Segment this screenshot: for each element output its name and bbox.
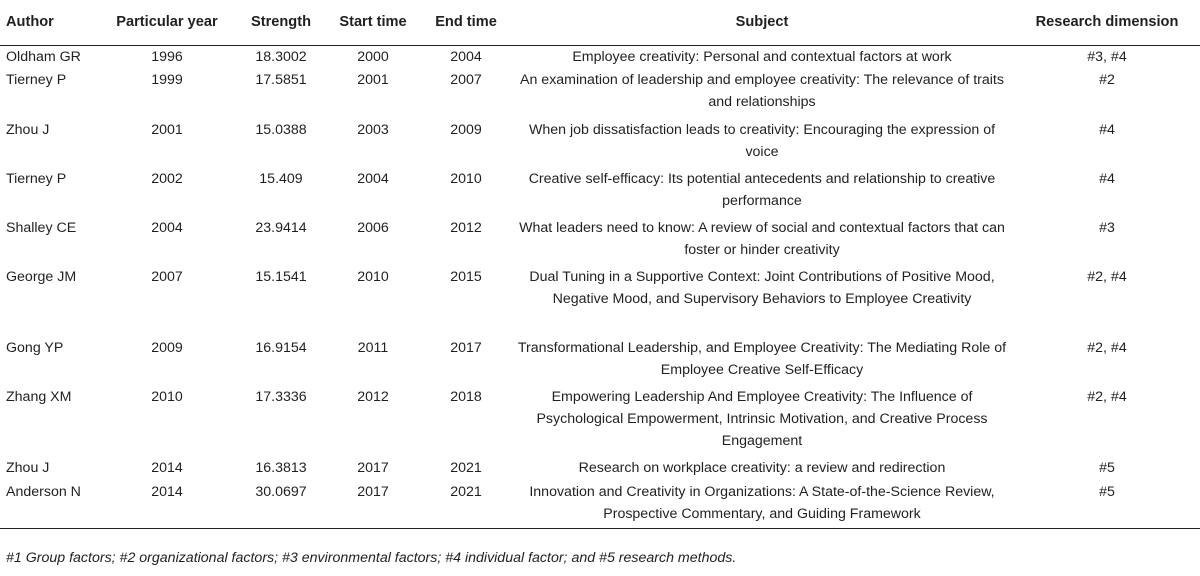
cell-end: 2021: [422, 481, 510, 528]
cell-start: 2017: [324, 481, 422, 528]
cell-year: 2009: [151, 340, 183, 356]
cell-author: Gong YP: [6, 340, 64, 356]
cell-strength: 15.409: [259, 171, 303, 187]
table-row: [0, 45, 1200, 69]
cell-year: 2014: [96, 481, 238, 528]
cell-end: 2010: [450, 171, 482, 187]
header-year: Particular year: [96, 0, 238, 45]
header-author: Author: [0, 0, 96, 45]
cell-year: 1999: [151, 72, 183, 88]
cell-end: 2004: [450, 48, 482, 65]
cell-dimension: #3, #4: [1087, 48, 1127, 65]
cell-dimension: #3: [1099, 220, 1115, 236]
cell-dimension: #5: [1099, 460, 1115, 476]
cell-subject: An examination of leadership and employee creativity: The relevance of traits and relationships: [520, 72, 1004, 110]
cell-author: Zhou J: [6, 460, 50, 476]
cell-end: 2017: [450, 340, 482, 356]
cell-strength: 17.5851: [255, 72, 307, 88]
cell-dimension: #4: [1099, 122, 1115, 138]
cell-dimension: #2, #4: [1087, 269, 1127, 285]
cell-strength: 15.0388: [255, 122, 307, 138]
table-row: [0, 457, 1200, 481]
header-strength: Strength: [238, 0, 324, 45]
cell-year: 2014: [151, 460, 183, 476]
header-start-time: Start time: [324, 0, 422, 45]
table-footnote: #1 Group factors; #2 organizational factors; #3 environmental factors; #4 individual factor; and #5 research methods.: [6, 550, 737, 566]
cell-subject: Dual Tuning in a Supportive Context: Joint Contributions of Positive Mood, Negative Mood, and Supervisory Behaviors to Employee Creativity: [529, 269, 995, 307]
table-row: [0, 386, 1200, 457]
cell-year: 2004: [151, 220, 183, 236]
cell-start: 2012: [357, 389, 389, 405]
header-row: [0, 0, 1200, 45]
cell-author: Tierney P: [6, 72, 67, 88]
cell-subject: Research on workplace creativity: a review and redirection: [578, 460, 946, 476]
cell-year: 1996: [151, 48, 183, 65]
cell-dimension: #5: [1014, 481, 1200, 528]
cell-end: 2009: [450, 122, 482, 138]
header-subject: Subject: [510, 0, 1014, 45]
cell-year: 2002: [151, 171, 183, 187]
cell-start: 2011: [357, 340, 389, 356]
cell-subject: When job dissatisfaction leads to creativity: Encouraging the expression of voice: [528, 122, 996, 160]
cell-strength: 16.9154: [255, 340, 307, 356]
cell-subject: Transformational Leadership, and Employee Creativity: The Mediating Role of Employee Creative Self-Efficacy: [517, 340, 1007, 378]
table-row: [0, 217, 1200, 266]
cell-subject: Employee creativity: Personal and contextual factors at work: [572, 48, 952, 65]
cell-start: 2001: [357, 72, 389, 88]
cell-year: 2010: [151, 389, 183, 405]
table-row: [0, 69, 1200, 119]
cell-dimension: #2, #4: [1087, 340, 1127, 356]
cell-start: 2003: [357, 122, 389, 138]
cell-end: 2018: [450, 389, 482, 405]
table-row: [0, 168, 1200, 217]
cell-end: 2012: [450, 220, 482, 236]
header-research-dimension: Research dimension: [1014, 0, 1200, 45]
cell-subject: Innovation and Creativity in Organizations: A State-of-the-Science Review, Prospective Commentary, and Guiding Framework: [510, 481, 1014, 528]
cell-subject: Empowering Leadership And Employee Creativity: The Influence of Psychological Empowerment, Intrinsic Motivation, and Creative Process Engagement: [536, 389, 988, 449]
cell-strength: 30.0697: [238, 481, 324, 528]
cell-author: Zhang XM: [6, 389, 72, 405]
cell-year: 2007: [151, 269, 183, 285]
cell-dimension: #2: [1099, 72, 1115, 88]
cell-strength: 18.3002: [255, 48, 307, 65]
table-row: [0, 337, 1200, 386]
cell-author: Tierney P: [6, 171, 67, 187]
cell-strength: 16.3813: [255, 460, 307, 476]
header-end-time: End time: [422, 0, 510, 45]
cell-author: Oldham GR: [6, 48, 81, 65]
cell-subject: Creative self-efficacy: Its potential antecedents and relationship to creative performance: [528, 171, 996, 209]
cell-end: 2021: [450, 460, 482, 476]
cell-start: 2004: [357, 171, 389, 187]
cell-start: 2000: [357, 48, 389, 65]
table-row: [0, 481, 1200, 528]
table-row: [0, 266, 1200, 337]
cell-start: 2010: [357, 269, 389, 285]
cell-dimension: #4: [1099, 171, 1115, 187]
cell-year: 2001: [151, 122, 183, 138]
cell-author: Zhou J: [6, 122, 50, 138]
cell-strength: 17.3336: [255, 389, 307, 405]
cell-subject: What leaders need to know: A review of social and contextual factors that can foster or hinder creativity: [519, 220, 1005, 258]
cell-author: Anderson N: [0, 481, 96, 528]
cell-start: 2006: [357, 220, 389, 236]
cell-end: 2015: [450, 269, 482, 285]
cell-strength: 15.1541: [255, 269, 307, 285]
cell-dimension: #2, #4: [1087, 389, 1127, 405]
cell-author: Shalley CE: [6, 220, 77, 236]
cell-start: 2017: [357, 460, 389, 476]
cell-author: George JM: [6, 269, 77, 285]
cell-end: 2007: [450, 72, 482, 88]
table-row: [0, 119, 1200, 168]
cell-strength: 23.9414: [255, 220, 307, 236]
